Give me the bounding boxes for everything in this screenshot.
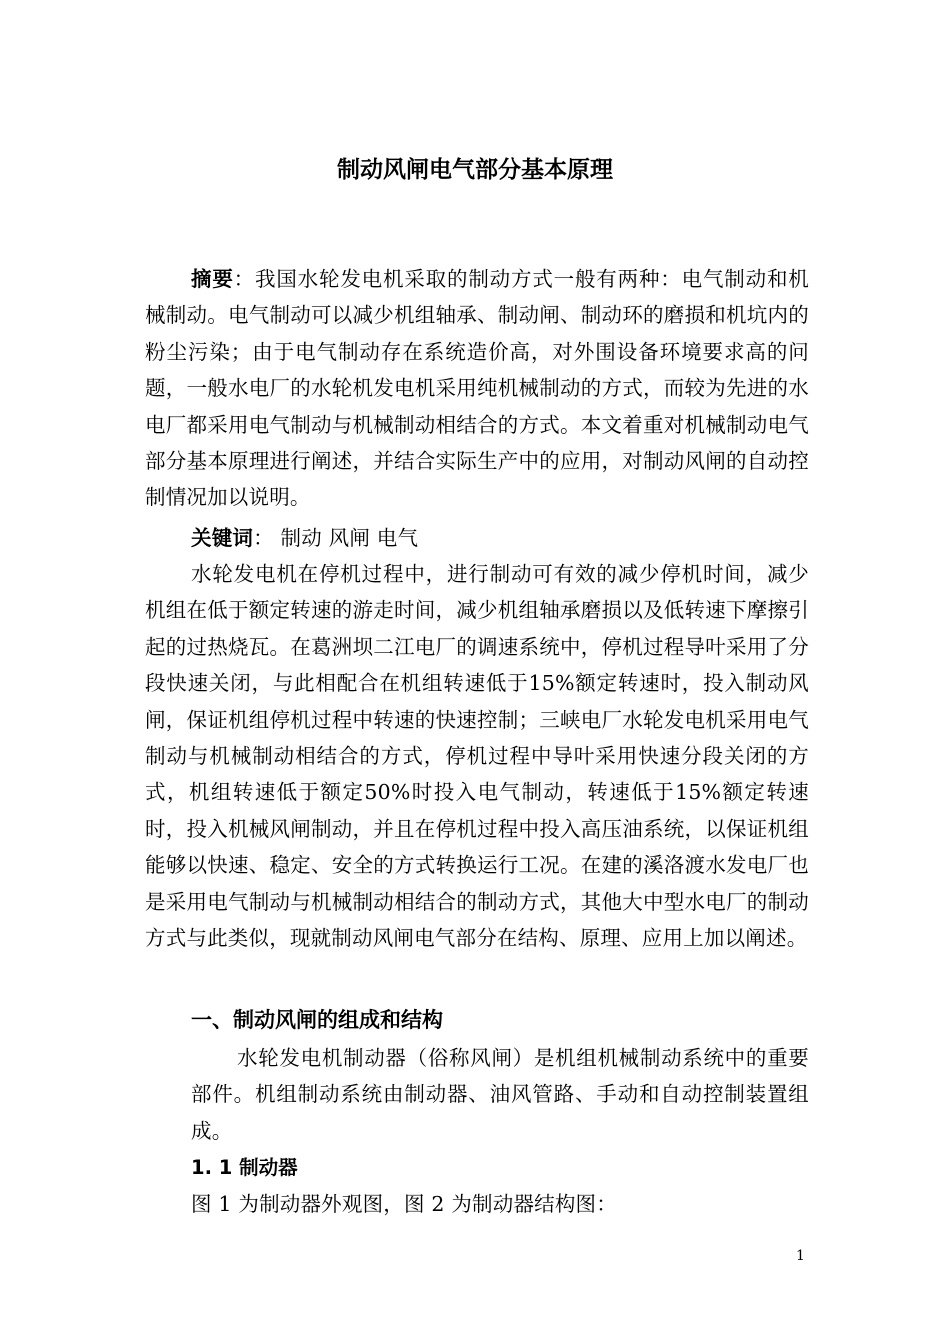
keywords-text: ： 制动 风闸 电气 [253, 526, 419, 550]
keywords-label: 关键词 [191, 526, 254, 550]
section-heading: 一、制动风闸的组成和结构 [191, 1008, 443, 1032]
figures-line: 图 1 为制动器外观图，图 2 为制动器结构图： [191, 1192, 617, 1216]
intro-paragraph: 水轮发电机在停机过程中，进行制动可有效的减少停机时间，减少机组在低于额定转速的游走时间，减少机组轴承磨损以及低转速下摩擦引起的过热烧瓦。在葛洲坝二江电厂的调速系统中，停机过程导叶采用了分段快速关闭，与此相配合在机组转速低于15%额定转速时，投入制动风闸，保证机组停机过程中转速的快速控制；三峡电厂水轮发电机采用电气制动与机械制动相结合的方式，停机过程中导叶采用快速分段关闭的方式，机组转速低于额定50%时投入电气制动，转速低于15%额定转速时，投入机械风闸制动，并且在停机过程中投入高压油系统，以保证机组能够以快速、稳定、安全的方式转换运行工况。在建的溪洛渡水发电厂也是采用电气制动与机械制动相结合的制动方式，其他大中型水电厂的制动方式与此类似，现就制动风闸电气部分在结构、原理、应用上加以阐述。 [145, 562, 809, 951]
abstract-text: ：我国水轮发电机采取的制动方式一般有两种：电气制动和机械制动。电气制动可以减少机组轴承、制动闸、制动环的磨损和机坑内的粉尘污染；由于电气制动存在系统造价高，对外围设备环境要求高的问题，一般水电厂的水轮机发电机采用纯机械制动的方式，而较为先进的水电厂都采用电气制动与机械制动相结合的方式。本文着重对机械制动电气部分基本原理进行阐述，并结合实际生产中的应用，对制动风闸的自动控制情况加以说明。 [145, 267, 809, 510]
document-title: 制动风闸电气部分基本原理 [337, 157, 613, 183]
keywords-line [191, 520, 811, 556]
abstract-paragraph [145, 261, 809, 516]
abstract-label: 摘要 [191, 267, 234, 291]
subsection-heading: 1. 1 制动器 [191, 1156, 298, 1179]
page-number: 1 [796, 1248, 805, 1264]
section-paragraph: 水轮发电机制动器（俗称风闸）是机组机械制动系统中的重要部件。机组制动系统由制动器、油风管路、手动和自动控制装置组成。 [191, 1046, 809, 1143]
